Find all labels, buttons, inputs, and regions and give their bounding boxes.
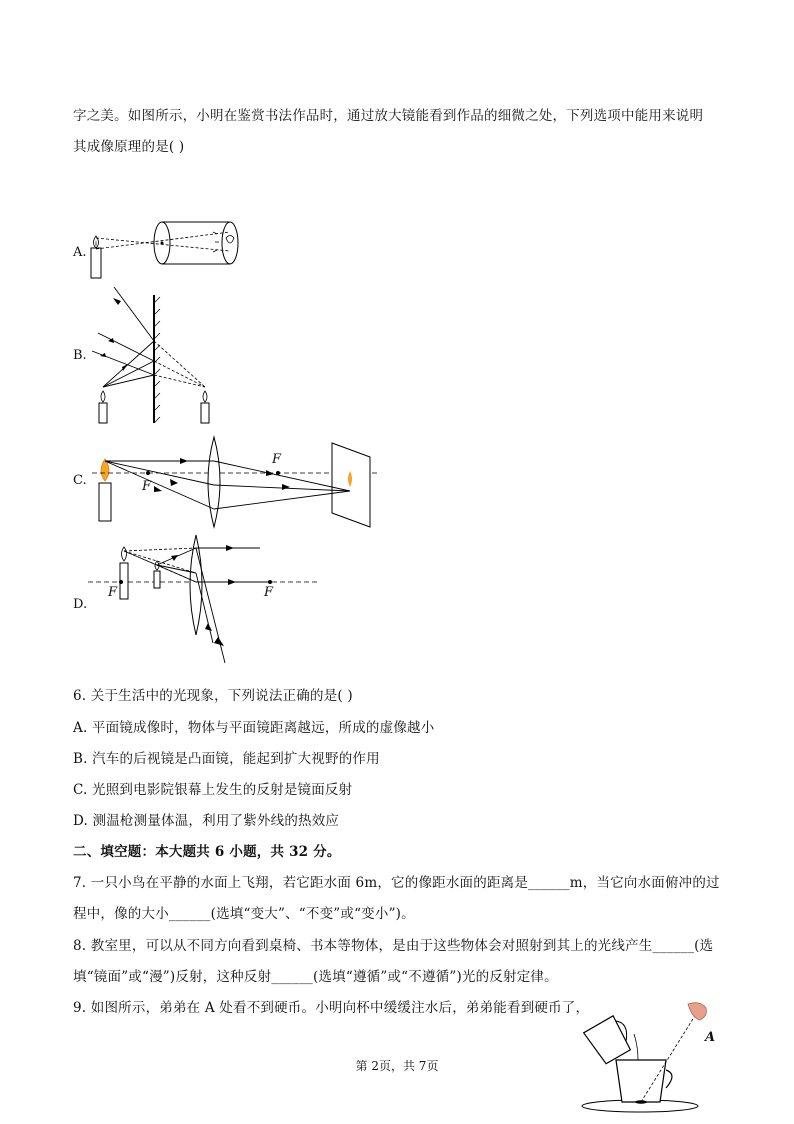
q7-line1: 7. 一只小鸟在平静的水面上飞翔，若它距水面 6m，它的像距水面的距离是______m，当它向水面俯冲的过: [73, 875, 720, 891]
q5-option-b-label: B.: [73, 348, 87, 363]
q5-figure-b-plane-mirror: [88, 283, 228, 428]
q5-c-focus-label-left: F: [142, 479, 152, 494]
q6-option-b: B. 汽车的后视镜是凸面镜，能起到扩大视野的作用: [73, 751, 380, 767]
q5-stem-line1: 字之美。如图所示，小明在鉴赏书法作品时，通过放大镜能看到作品的细微之处，下列选项中能用来说明: [73, 108, 704, 124]
q6-option-c: C. 光照到电影院银幕上发生的反射是镜面反射: [73, 782, 353, 798]
q7-line2: 程中，像的大小______(选填“变大”、“不变”或“变小”)。: [73, 906, 415, 922]
q5-figure-d-magnifier: [88, 533, 323, 668]
q8-line1: 8. 教室里，可以从不同方向看到桌椅、书本等物体，是由于这些物体会对照射到其上的光线产生______(选: [73, 938, 714, 954]
q6-option-a: A. 平面镜成像时，物体与平面镜距离越远，所成的虚像越小: [73, 720, 435, 736]
q9-figure-cup-coin: [578, 998, 728, 1114]
q9-point-a-label: A: [705, 1030, 716, 1045]
q5-option-a-label: A.: [73, 245, 87, 260]
q5-option-c-label: C.: [73, 473, 87, 488]
q5-figure-c-convex-lens-projector: [92, 433, 377, 529]
q5-d-focus-label-right: F: [264, 585, 274, 600]
page-footer: 第 2页，共 7页: [355, 1059, 439, 1073]
q9-line1: 9. 如图所示，弟弟在 A 处看不到硬币。小明向杯中缓缓注水后，弟弟能看到硬币了，: [73, 1000, 590, 1016]
q6-stem: 6. 关于生活中的光现象，下列说法正确的是( ): [73, 688, 353, 704]
q5-option-d-label: D.: [73, 597, 88, 612]
q6-option-d: D. 测温枪测量体温，利用了紫外线的热效应: [73, 813, 340, 829]
q5-figure-a-pinhole-camera: [88, 218, 258, 282]
q5-d-focus-label-left: F: [108, 585, 118, 600]
section-2-heading: 二、填空题：本大题共 6 小题，共 32 分。: [73, 844, 341, 860]
q8-line2: 填“镜面”或“漫”)反射，这种反射______(选填“遵循”或“不遵循”)光的反射定律。: [73, 969, 558, 985]
q5-c-focus-label-right: F: [272, 452, 282, 467]
q5-stem-line2: 其成像原理的是( ): [73, 139, 185, 155]
